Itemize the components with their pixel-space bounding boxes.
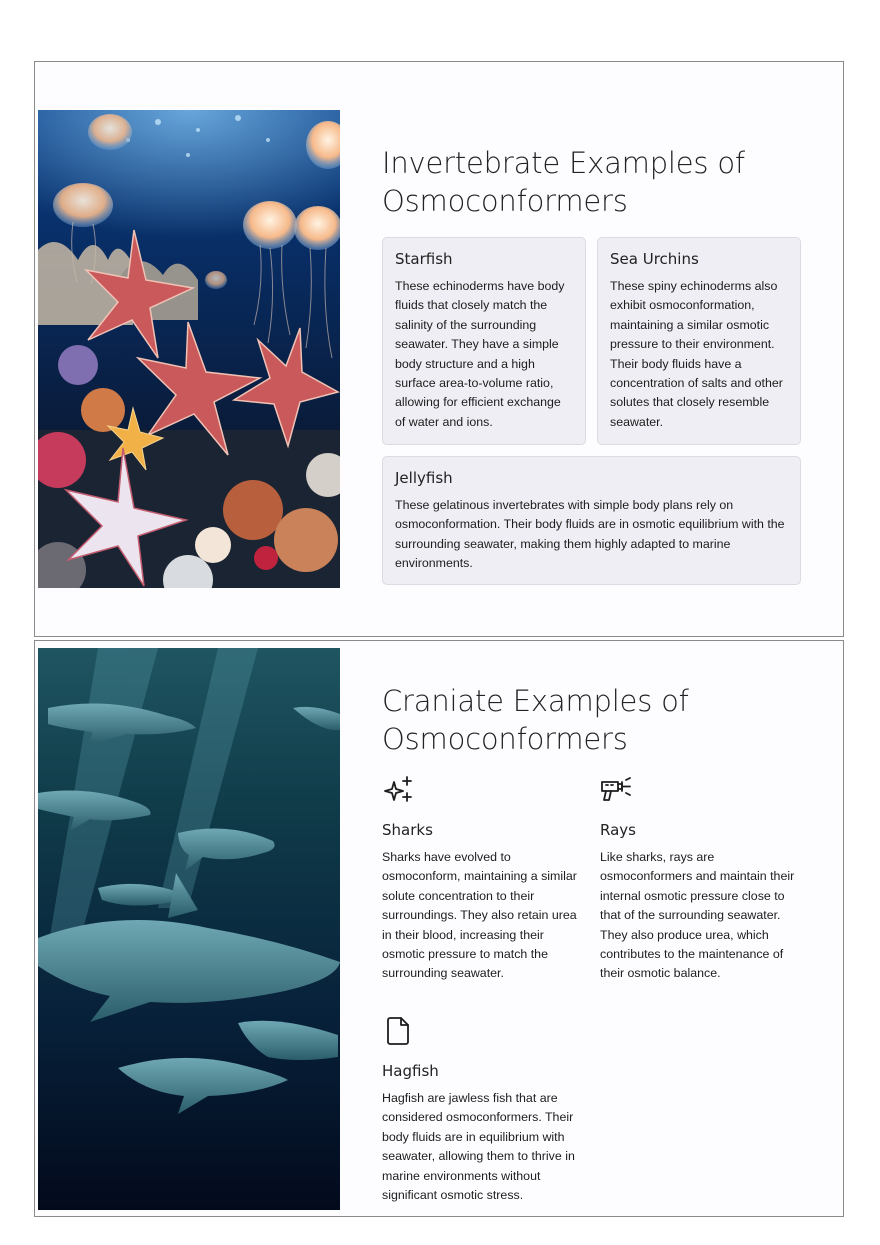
slide-title [382, 682, 689, 758]
file-icon [382, 1015, 414, 1047]
card-title: Starfish [395, 250, 453, 268]
card-sea-urchins [597, 237, 801, 445]
title-line-1: Invertebrate Examples of [382, 146, 745, 180]
item-body: Like sharks, rays are osmoconformers and maintain their internal osmotic pressure close to that of the surrounding seawater. They also produce urea, which contributes to the maintenance of their osmotic balance. [600, 850, 795, 981]
item-title: Hagfish [382, 1062, 439, 1080]
item-body: Hagfish are jawless fish that are considered osmoconformers. Their body fluids are in equilibrium with seawater, allowing them to thrive in marine environments without significant osmotic stress. [382, 1091, 575, 1203]
card-starfish [382, 237, 586, 445]
item-body: Sharks have evolved to osmoconform, maintaining a similar solute concentration to their surroundings. They also retain urea in their blood, increasing their osmotic pressure to match the surrounding seawater. [382, 850, 577, 981]
card-body: These spiny echinoderms also exhibit osmoconformation, maintaining a similar osmotic pressure to their environment. Their body fluids have a concentration of salts and other solutes that closely resemble seawater. [610, 279, 783, 429]
ray-gun-icon [600, 774, 632, 806]
item-rays [600, 774, 800, 984]
card-jellyfish [382, 456, 801, 585]
sparkles-icon [382, 774, 414, 806]
title-line-2: Osmoconformers [382, 722, 628, 756]
slide-invertebrates [34, 61, 844, 637]
item-title: Rays [600, 821, 636, 839]
item-sharks [382, 774, 582, 984]
slide-craniates [34, 640, 844, 1217]
item-hagfish [382, 1015, 582, 1205]
card-body: These echinoderms have body fluids that closely match the salinity of the surrounding seawater. They have a simple body structure and a high surface area-to-volume ratio, allowing for efficient exchange of water and ions. [395, 279, 565, 429]
title-line-1: Craniate Examples of [382, 684, 689, 718]
reef-starfish-jellyfish-photo [38, 110, 340, 588]
card-title: Sea Urchins [610, 250, 699, 268]
title-line-2: Osmoconformers [382, 184, 628, 218]
card-body: These gelatinous invertebrates with simple body plans rely on osmoconformation. Their body fluids are in osmotic equilibrium with the surrounding seawater, making them highly adapted to marine environments. [395, 498, 785, 571]
sharks-photo [38, 648, 340, 1210]
slide-title [382, 144, 745, 220]
item-title: Sharks [382, 821, 433, 839]
card-title: Jellyfish [395, 469, 453, 487]
